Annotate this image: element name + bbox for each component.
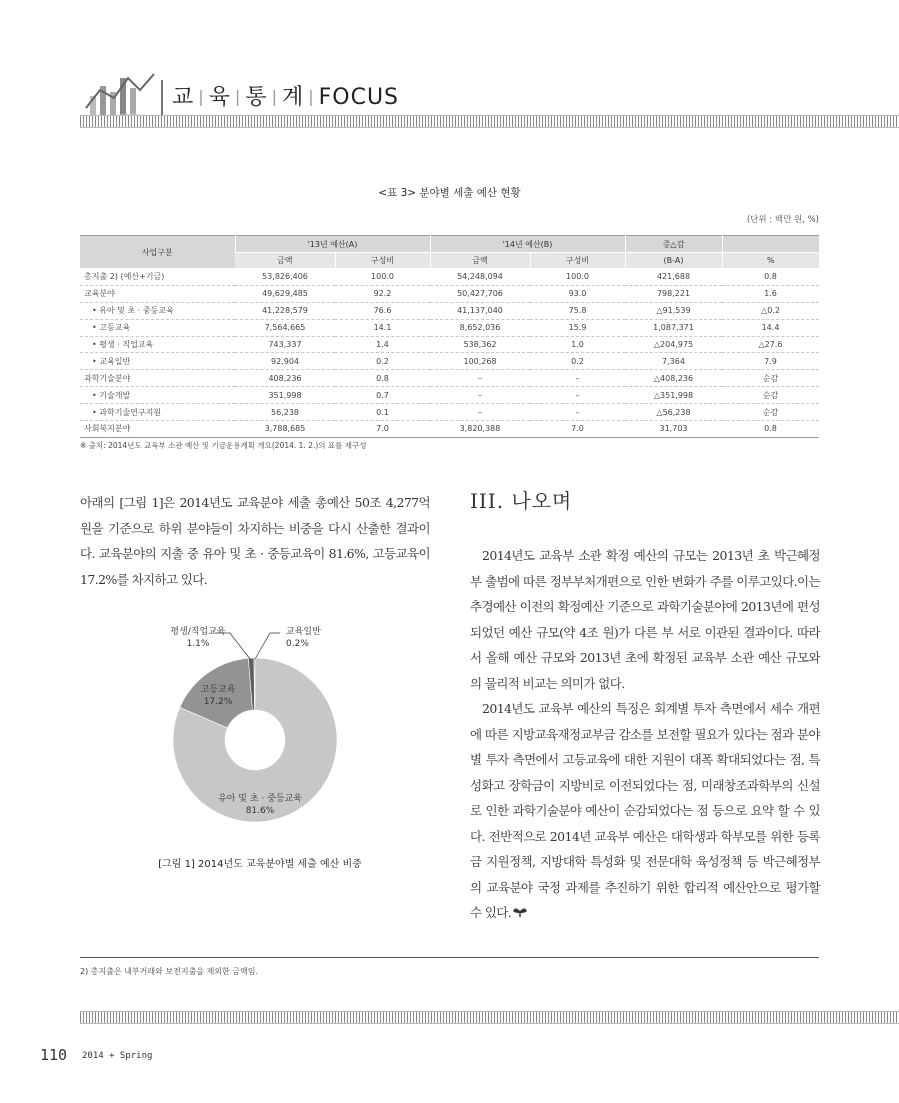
header-ratio: 구성비 (530, 253, 625, 269)
row-category: • 기술개발 (80, 387, 235, 404)
cell-a14: 538,362 (430, 336, 530, 353)
table-unit: (단위 : 백만 원, %) (746, 215, 819, 225)
header-category: 사업구분 (80, 236, 235, 269)
cell-a14: – (430, 387, 530, 404)
row-category: • 유아 및 초 · 중등교육 (80, 302, 235, 319)
header-amount: 금액 (430, 253, 530, 269)
slice-label: 평생/직업교육 (170, 627, 226, 637)
page-number: 110 (40, 1046, 68, 1064)
cell-diff: 798,221 (625, 285, 722, 302)
header-diff: 증△감 (625, 236, 722, 253)
table-source: ※ 출처: 2014년도 교육부 소관 예산 및 기금운용계획 개요(2014. 1. 2.)의 표를 재구성 (80, 441, 367, 450)
cell-r14: 0.2 (530, 353, 625, 370)
table-row (80, 421, 819, 438)
cell-diff: 7,364 (625, 353, 722, 370)
row-category: 교육분야 (80, 285, 235, 302)
left-paragraph: 아래의 [그림 1]은 2014년도 교육분야 세출 총예산 50조 4,277억 원을 기준으로 하위 분야들이 차지하는 비중을 다시 산출한 결과이다. 교육분야의 지출 중 유아 및 초 · 중등교육이 81.6%, 고등교육이 17.2%를 차지하고 있다. (80, 495, 430, 587)
donut-chart (160, 615, 360, 835)
cell-a13: 3,788,685 (235, 421, 335, 438)
cell-r14: – (530, 404, 625, 421)
cell-a14: 8,652,036 (430, 319, 530, 336)
cell-diff: 421,688 (625, 269, 722, 286)
row-category: • 과학기술연구지원 (80, 404, 235, 421)
budget-table (80, 235, 819, 438)
table-row (80, 319, 819, 336)
table-row (80, 404, 819, 421)
cell-a13: 92,904 (235, 353, 335, 370)
page-season: 2014 + Spring (82, 1051, 153, 1061)
cell-a14: 50,427,706 (430, 285, 530, 302)
title-char: 통 (245, 85, 268, 110)
leader-line (255, 633, 280, 659)
header-2013: '13년 예산(A) (235, 236, 430, 253)
cell-pct: 1.6 (722, 285, 819, 302)
cell-a14: – (430, 370, 530, 387)
cell-a14: 54,248,094 (430, 269, 530, 286)
cell-a14: 3,820,388 (430, 421, 530, 438)
table-row (80, 269, 819, 286)
section-paragraph-1: 2014년도 교육부 소관 확정 예산의 규모는 2013년 초 박근혜정부 출범에 따른 정부부처개편으로 인한 변화가 주를 이루고있다.이는 추경예산 이전의 확정예산 기준으로 과학기술분야에 2013년에 편성되었던 예산 규모(약 4조 원)가 다른 부 서로 이관된 결과이다. 따라서 올해 예산 규모와 2013년 초에 확정된 교육부 소관 예산 규모와의 물리적 비교는 의미가 없다. (470, 548, 820, 691)
slice-value-label: 1.1% (186, 639, 210, 649)
cell-r13: 14.1 (335, 319, 430, 336)
title-char: 육 (208, 85, 231, 110)
table-row (80, 370, 819, 387)
slice-value-label: 0.2% (286, 639, 309, 649)
cell-diff: 1,087,371 (625, 319, 722, 336)
cell-r14: 15.9 (530, 319, 625, 336)
footnote: 2) 총지출은 내부거래와 보전지출을 제외한 금액임. (80, 967, 259, 976)
header-diff-blank (722, 236, 819, 253)
slice-label: 유아 및 초 · 중등교육 (218, 794, 302, 804)
footer-hatch-divider (80, 1011, 899, 1024)
cell-r14: – (530, 370, 625, 387)
cell-r13: 0.1 (335, 404, 430, 421)
cell-r13: 100.0 (335, 269, 430, 286)
title-separator: | (198, 87, 205, 106)
cell-diff: 31,703 (625, 421, 722, 438)
header-hatch-divider (80, 115, 899, 128)
title-separator: | (271, 87, 278, 106)
cell-a13: 56,238 (235, 404, 335, 421)
cell-a13: 53,826,406 (235, 269, 335, 286)
cell-r13: 0.8 (335, 370, 430, 387)
cell-a13: 49,629,485 (235, 285, 335, 302)
cell-r14: 93.0 (530, 285, 625, 302)
table-row (80, 285, 819, 302)
cell-diff: △408,236 (625, 370, 722, 387)
slice-label: 고등교육 (200, 685, 236, 695)
cell-a13: 408,236 (235, 370, 335, 387)
header-percent: % (722, 253, 819, 269)
cell-pct: 순감 (722, 370, 819, 387)
slice-label: 교육일반 (286, 627, 321, 637)
title-separator: | (234, 87, 242, 106)
table-row (80, 336, 819, 353)
cell-r13: 7.0 (335, 421, 430, 438)
cell-r14: 75.8 (530, 302, 625, 319)
cell-r13: 76.6 (335, 302, 430, 319)
row-category: • 고등교육 (80, 319, 235, 336)
table-row (80, 387, 819, 404)
slice-value-label: 81.6% (245, 806, 275, 816)
cell-diff: △56,238 (625, 404, 722, 421)
section-paragraph-2 (470, 696, 820, 926)
cell-r14: 7.0 (530, 421, 625, 438)
section-paragraph-2-text: 2014년도 교육부 예산의 특징은 회계별 투자 측면에서 세수 개편에 따른 지방교육재정교부금 감소를 보전할 필요가 있다는 점과 분야별 투자 측면에서 고등교육에 대한 지원이 대폭 확대되었다는 점, 특성화고 장학금이 지방비로 이전되었다는 점, 미래창조과학부의 신설로 인한 과학기술분야 예산이 순감되었다는 점 등으로 요약 할 수 있다. 전반적으로 2014년 교육부 예산은 대학생과 학부모를 위한 등록금 지원정책, 지방대학 특성화 및 전문대학 육성정책 등 박근혜정부의 교육분야 국정 과제를 추진하기 위한 합리적 예산안으로 평가할 수 있다. (470, 701, 820, 920)
row-category: 총지출 2) (예산+기금) (80, 269, 235, 286)
cell-a13: 351,998 (235, 387, 335, 404)
row-category: 과학기술분야 (80, 370, 235, 387)
row-category: 사회복지분야 (80, 421, 235, 438)
cell-pct: △0.2 (722, 302, 819, 319)
table-caption: <표 3> 분야별 세출 예산 현황 (378, 187, 521, 199)
title-focus: FOCUS (318, 85, 400, 110)
table-row (80, 302, 819, 319)
cell-diff: △204,975 (625, 336, 722, 353)
cell-a13: 7,564,665 (235, 319, 335, 336)
cell-r13: 0.2 (335, 353, 430, 370)
cell-pct: 순감 (722, 387, 819, 404)
cell-a14: 41,137,040 (430, 302, 530, 319)
cell-pct: △27.6 (722, 336, 819, 353)
cell-r14: 1.0 (530, 336, 625, 353)
header-diff-sub: (B-A) (625, 253, 722, 269)
row-category: • 평생 · 직업교육 (80, 336, 235, 353)
cell-r13: 0.7 (335, 387, 430, 404)
title-separator: | (308, 87, 315, 106)
cell-diff: △351,998 (625, 387, 722, 404)
header-2014: '14년 예산(B) (430, 236, 625, 253)
title-char: 교 (172, 85, 195, 110)
cell-pct: 순감 (722, 404, 819, 421)
cell-r13: 92.2 (335, 285, 430, 302)
title-char: 계 (281, 85, 305, 110)
footnote-rule (80, 957, 819, 958)
slice-value-label: 17.2% (203, 697, 233, 707)
cell-diff: △91,539 (625, 302, 722, 319)
cell-a13: 743,337 (235, 336, 335, 353)
cell-a13: 41,228,579 (235, 302, 335, 319)
header-ratio: 구성비 (335, 253, 430, 269)
cell-a14: – (430, 404, 530, 421)
leaf-end-mark-icon (513, 906, 527, 918)
row-category: • 교육일반 (80, 353, 235, 370)
page-title (172, 80, 399, 111)
cell-pct: 0.8 (722, 269, 819, 286)
section-title: III. 나오며 (470, 489, 573, 513)
chart-caption: [그림 1] 2014년도 교육분야별 세출 예산 비중 (158, 859, 362, 870)
cell-pct: 0.8 (722, 421, 819, 438)
header-amount: 금액 (235, 253, 335, 269)
cell-pct: 14.4 (722, 319, 819, 336)
cell-r13: 1.4 (335, 336, 430, 353)
cell-pct: 7.9 (722, 353, 819, 370)
cell-r14: – (530, 387, 625, 404)
cell-r14: 100.0 (530, 269, 625, 286)
cell-a14: 100,268 (430, 353, 530, 370)
table-row (80, 353, 819, 370)
